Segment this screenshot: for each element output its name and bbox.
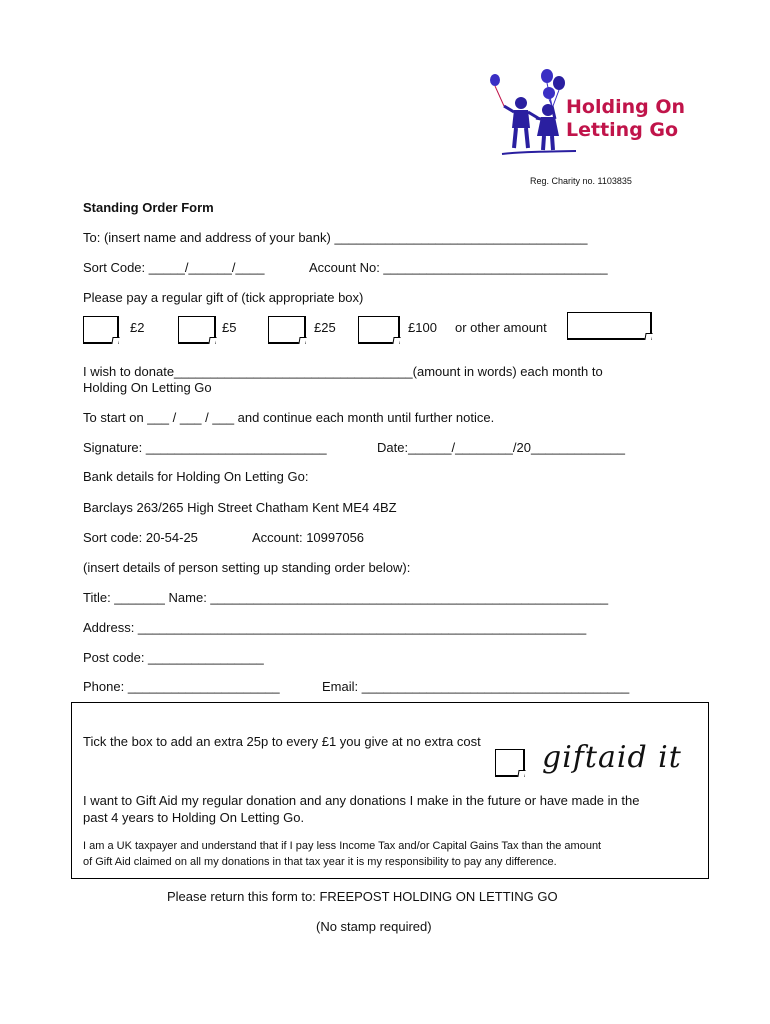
form-title: Standing Order Form bbox=[83, 200, 214, 215]
gift-aid-declaration-2: past 4 years to Holding On Letting Go. bbox=[83, 810, 305, 825]
bank-address: Barclays 263/265 High Street Chatham Kent ME4 4BZ bbox=[83, 500, 397, 515]
amount-2-checkbox[interactable] bbox=[83, 316, 119, 344]
title-name-field[interactable]: Title: _______ Name: _______________________________________________________ bbox=[83, 590, 609, 605]
account-number-field[interactable]: Account No: _______________________________ bbox=[309, 260, 608, 275]
bank-account: Account: 10997056 bbox=[252, 530, 365, 545]
bank-sort-code: Sort code: 20-54-25 bbox=[83, 530, 198, 545]
postcode-field[interactable]: Post code: ________________ bbox=[83, 650, 264, 665]
amount-2-label: £2 bbox=[130, 320, 145, 335]
gift-aid-checkbox[interactable] bbox=[495, 749, 525, 777]
return-address: Please return this form to: FREEPOST HOLDING ON LETTING GO bbox=[167, 889, 558, 904]
pay-instruction: Please pay a regular gift of (tick appropriate box) bbox=[83, 290, 364, 305]
amount-100-label: £100 bbox=[408, 320, 437, 335]
gift-aid-logo: giftaid it bbox=[542, 740, 682, 775]
date-field[interactable]: Date:______/________/20_____________ bbox=[377, 440, 625, 455]
amount-100-checkbox[interactable] bbox=[358, 316, 400, 344]
charity-number: Reg. Charity no. 1103835 bbox=[530, 176, 632, 186]
address-field[interactable]: Address: ______________________________________________________________ bbox=[83, 620, 587, 635]
logo-line-1: Holding On bbox=[566, 96, 686, 118]
phone-field[interactable]: Phone: _____________________ bbox=[83, 679, 280, 694]
sort-code-field[interactable]: Sort Code: _____/______/____ bbox=[83, 260, 265, 275]
gift-aid-tick-text: Tick the box to add an extra 25p to every £1 you give at no extra cost bbox=[83, 734, 481, 749]
person-instruction: (insert details of person setting up standing order below): bbox=[83, 560, 411, 575]
gift-aid-declaration-1: I want to Gift Aid my regular donation and any donations I make in the future or have made in the bbox=[83, 793, 640, 808]
amount-5-checkbox[interactable] bbox=[178, 316, 216, 344]
charity-logo bbox=[486, 66, 686, 166]
gift-aid-section bbox=[71, 702, 709, 879]
amount-5-label: £5 bbox=[222, 320, 237, 335]
logo-line-2: Letting Go bbox=[566, 119, 679, 141]
email-field[interactable]: Email: _____________________________________ bbox=[322, 679, 630, 694]
donate-amount-field[interactable]: I wish to donate_________________________________(amount in words) each month to bbox=[83, 364, 603, 379]
taxpayer-statement-2: of Gift Aid claimed on all my donations in that tax year it is my responsibility to pay any difference. bbox=[83, 856, 557, 868]
other-amount-input[interactable] bbox=[567, 312, 652, 340]
taxpayer-statement-1: I am a UK taxpayer and understand that if I pay less Income Tax and/or Capital Gains Tax than the amount bbox=[83, 840, 602, 852]
bank-details-heading: Bank details for Holding On Letting Go: bbox=[83, 469, 309, 484]
bank-name-address-field[interactable]: To: (insert name and address of your bank) ___________________________________ bbox=[83, 230, 588, 245]
stamp-note: (No stamp required) bbox=[316, 919, 432, 934]
donate-recipient: Holding On Letting Go bbox=[83, 380, 212, 395]
amount-25-checkbox[interactable] bbox=[268, 316, 306, 344]
balloon-children-icon bbox=[486, 66, 576, 161]
amount-25-label: £25 bbox=[314, 320, 336, 335]
other-amount-label: or other amount bbox=[455, 320, 547, 335]
signature-field[interactable]: Signature: _________________________ bbox=[83, 440, 327, 455]
start-date-field[interactable]: To start on ___ / ___ / ___ and continue each month until further notice. bbox=[83, 410, 495, 425]
